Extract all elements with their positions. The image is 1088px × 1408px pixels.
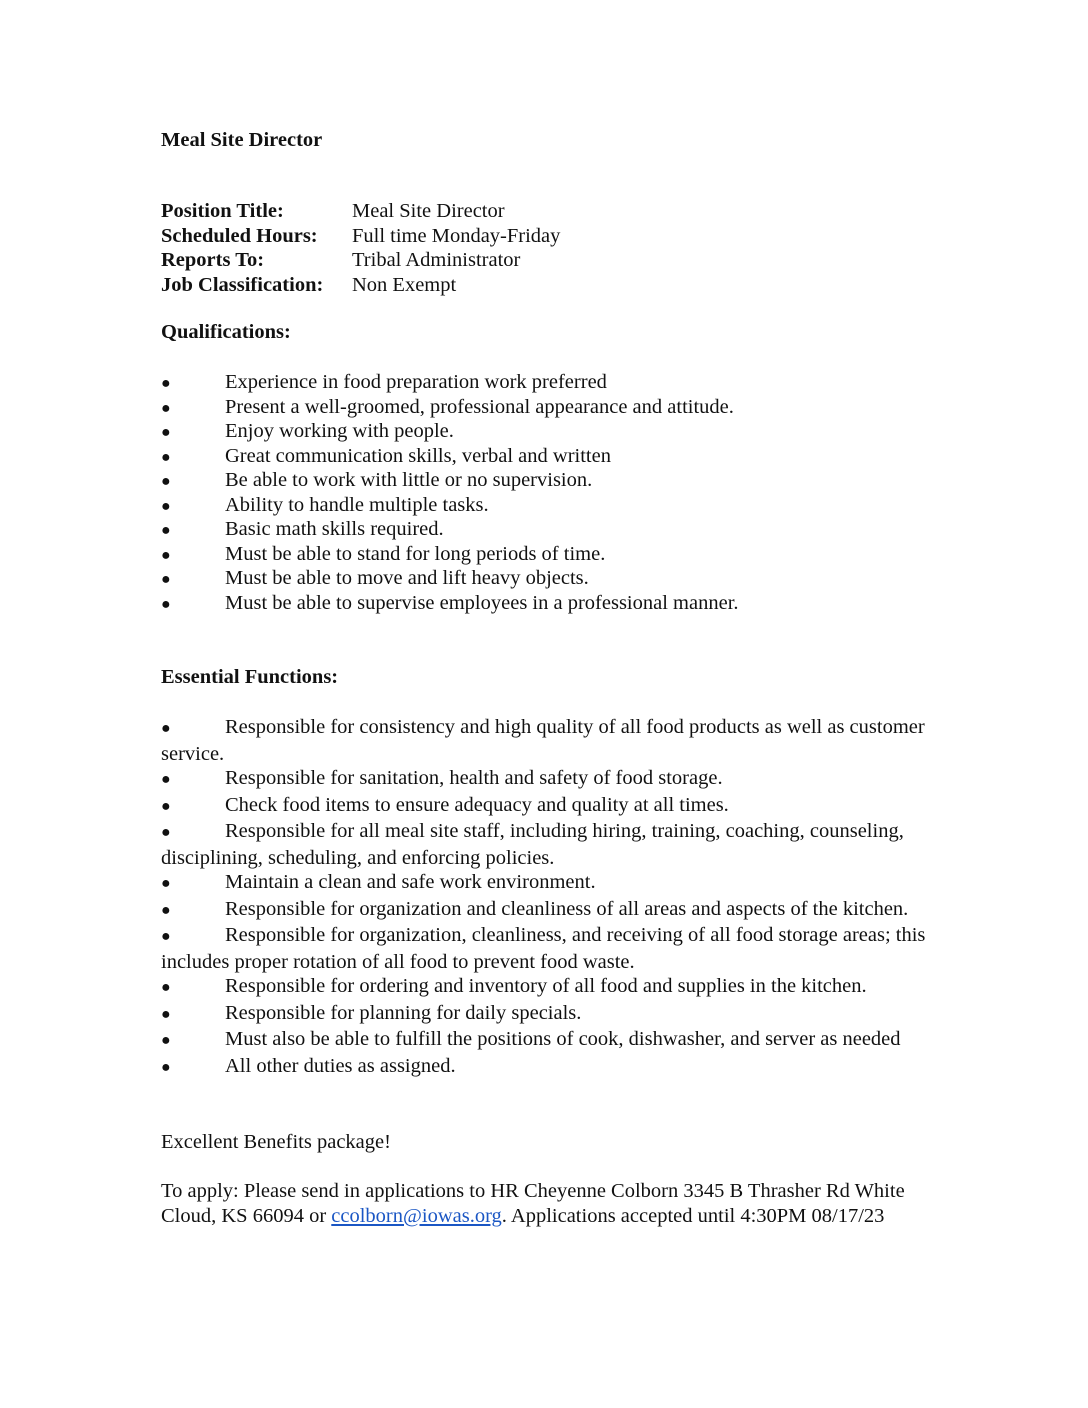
- list-item: ● Experience in food preparation work preferred: [161, 370, 739, 395]
- bullet-icon: ●: [161, 571, 171, 588]
- list-item: ● Responsible for organization and cleanliness of all areas and aspects of the kitchen.: [161, 897, 931, 924]
- bullet-icon: ●: [161, 979, 171, 996]
- bullet-icon: ●: [161, 1005, 171, 1023]
- field-reports-to: [161, 248, 560, 273]
- list-item: ● Responsible for organization, cleanliness, and receiving of all food storage areas; this includes proper rotation of all food to prevent food waste.: [161, 924, 926, 973]
- bullet-icon: ●: [161, 375, 171, 392]
- benefits-text: Excellent Benefits package!: [161, 1131, 391, 1153]
- field-value: Tribal Administrator: [352, 249, 521, 272]
- bullet-icon: ●: [161, 448, 171, 466]
- bullet-icon: ●: [161, 901, 171, 919]
- bullet-icon: ●: [161, 1058, 171, 1076]
- bullet-icon: ●: [161, 797, 171, 815]
- list-item: ● All other duties as assigned.: [161, 1054, 931, 1081]
- list-item: ● Must also be able to fulfill the positions of cook, dishwasher, and server as needed: [161, 1027, 931, 1054]
- list-item: ● Responsible for planning for daily specials.: [161, 1001, 931, 1028]
- bullet-icon: ●: [161, 424, 171, 441]
- essential-functions-list: [161, 715, 931, 1080]
- field-job-classification: [161, 273, 560, 298]
- list-item: ● Responsible for sanitation, health and safety of food storage.: [161, 766, 931, 793]
- list-item: ● Must be able to stand for long periods of time.: [161, 542, 739, 567]
- list-item: ● Enjoy working with people.: [161, 419, 739, 444]
- email-link[interactable]: ccolborn@iowas.org: [331, 1204, 502, 1227]
- essential-functions-heading: Essential Functions:: [161, 666, 339, 688]
- bullet-icon: ●: [161, 928, 171, 945]
- bullet-icon: ●: [161, 399, 171, 417]
- bullet-icon: ●: [161, 824, 171, 841]
- list-item: ● Great communication skills, verbal and written: [161, 444, 739, 469]
- list-item: ● Must be able to move and lift heavy objects.: [161, 566, 739, 591]
- bullet-icon: ●: [161, 473, 171, 490]
- bullet-icon: ●: [161, 546, 171, 564]
- field-label: Scheduled Hours:: [161, 224, 318, 247]
- bullet-icon: ●: [161, 720, 171, 737]
- bullet-icon: ●: [161, 771, 171, 788]
- bullet-icon: ●: [161, 595, 171, 613]
- qualifications-list: [161, 370, 739, 615]
- position-details: [161, 199, 560, 298]
- list-item: ● Maintain a clean and safe work environment.: [161, 870, 931, 897]
- qualifications-heading: Qualifications:: [161, 321, 291, 343]
- field-value: Meal Site Director: [352, 200, 505, 222]
- field-value: Non Exempt: [352, 274, 457, 297]
- list-item: ● Ability to handle multiple tasks.: [161, 493, 739, 518]
- field-label: Position Title:: [161, 200, 284, 222]
- bullet-icon: ●: [161, 497, 171, 515]
- field-scheduled-hours: [161, 224, 560, 249]
- list-item: ● Basic math skills required.: [161, 517, 739, 542]
- bullet-icon: ●: [161, 1032, 171, 1049]
- field-position-title: [161, 199, 560, 224]
- list-item: ● Be able to work with little or no supervision.: [161, 468, 739, 493]
- list-item: ● Responsible for all meal site staff, including hiring, training, coaching, counseling, disciplining, scheduling, and enforcing policies.: [161, 820, 904, 869]
- field-label: Reports To:: [161, 249, 265, 272]
- list-item: ● Present a well-groomed, professional appearance and attitude.: [161, 395, 739, 420]
- list-item: ● Responsible for ordering and inventory of all food and supplies in the kitchen.: [161, 974, 931, 1001]
- list-item: ● Must be able to supervise employees in a professional manner.: [161, 591, 739, 616]
- bullet-icon: ●: [161, 875, 171, 892]
- bullet-icon: ●: [161, 522, 171, 539]
- list-item: ● Check food items to ensure adequacy and quality at all times.: [161, 793, 931, 820]
- field-value: Full time Monday-Friday: [352, 224, 561, 247]
- field-label: Job Classification:: [161, 274, 324, 297]
- list-item: ● Responsible for consistency and high quality of all food products as well as customer service.: [161, 716, 925, 765]
- document-title: Meal Site Director: [161, 129, 323, 151]
- apply-instructions: To apply: Please send in applications to HR Cheyenne Colborn 3345 B Thrasher Rd White Cloud, KS 66094 or ccolborn@iowas.org. Applications accepted until 4:30PM 08/17/23: [161, 1180, 905, 1227]
